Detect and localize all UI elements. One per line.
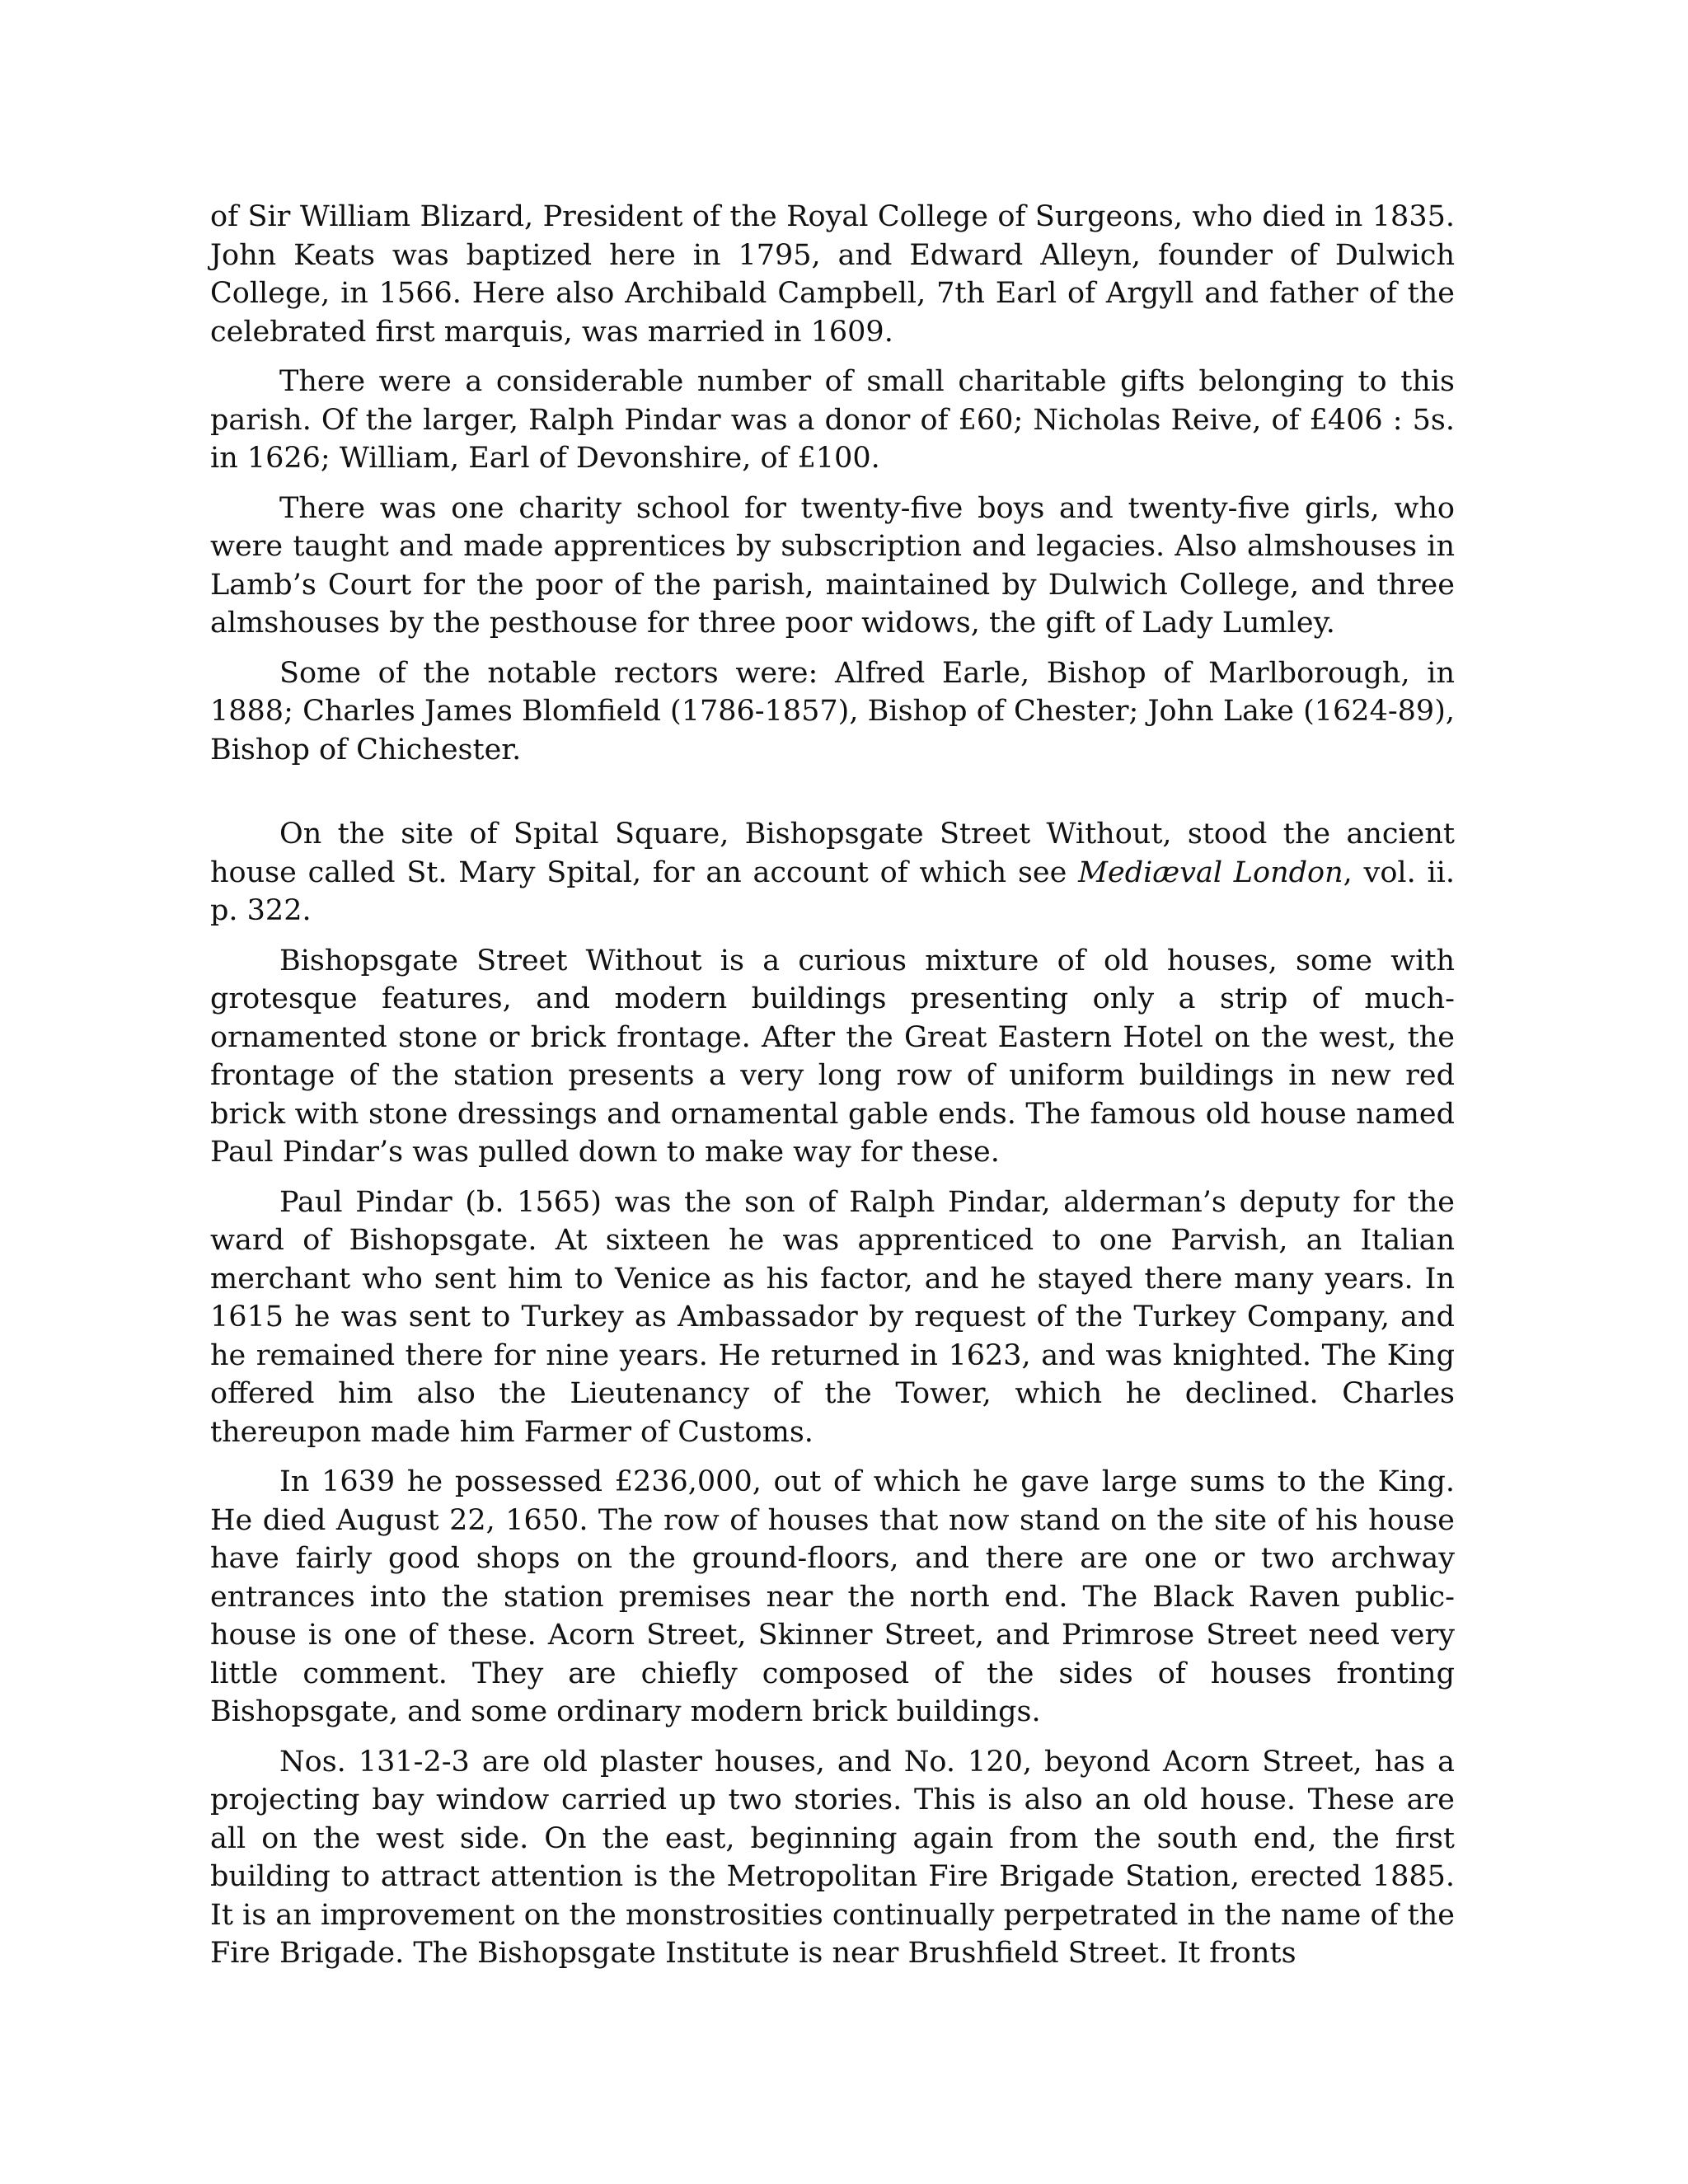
spital-text-before: On the site of Spital Square, Bishopsgate Street Without, stood the ancient house called St. Mary Spital, for an account of which see <box>210 818 1455 889</box>
paragraph-charitable-gifts: There were a considerable number of small charitable gifts belonging to this parish. Of the larger, Ralph Pindar was a donor of £60; Nicholas Reive, of £406 : 5s. in 1626; William, Earl of Devonshire, of £100. <box>210 365 1455 475</box>
document-page <box>210 198 1455 1985</box>
paragraph-charity-school: There was one charity school for twenty-five boys and twenty-five girls, who were taught and made apprentices by subscription and legacies. Also almshouses in Lamb’s Court for the poor of the parish, maintained by Dulwich College, and three almshouses by the pesthouse for three poor widows, the gift of Lady Lumley. <box>210 491 1455 640</box>
paragraph-old-houses: Nos. 131-2-3 are old plaster houses, and No. 120, beyond Acorn Street, has a projecting bay window carried up two stories. This is also an old house. These are all on the west side. On the east, beginning again from the south end, the first building to attract attention is the Metropolitan Fire Brigade Station, erected 1885. It is an improvement on the monstrosities continually perpetrated in the name of the Fire Brigade. The Bishopsgate Institute is near Brushfield Street. It fronts <box>210 1745 1455 1970</box>
paragraph-continuation: of Sir William Blizard, President of the Royal College of Surgeons, who died in 1835. John Keats was baptized here in 1795, and Edward Alleyn, founder of Dulwich College, in 1566. Here also Archibald Campbell, 7th Earl of Argyll and father of the celebrated first marquis, was married in 1609. <box>210 200 1455 349</box>
paragraph-pindar-wealth: In 1639 he possessed £236,000, out of which he gave large sums to the King. He died August 22, 1650. The row of houses that now stand on the site of his house have fairly good shops on the ground-floors, and there are one or two archway entrances into the station premises near the north end. The Black Raven public-house is one of these. Acorn Street, Skinner Street, and Primrose Street need very little comment. They are chiefly composed of the sides of houses fronting Bishopsgate, and some ordinary modern brick buildings. <box>210 1465 1455 1728</box>
book-title-mediaeval-london: Mediæval London <box>1078 855 1343 889</box>
paragraph-notable-rectors: Some of the notable rectors were: Alfred Earle, Bishop of Marlborough, in 1888; Charles James Blomfield (1786-1857), Bishop of Chester; John Lake (1624-89), Bishop of Chichester. <box>210 656 1455 766</box>
paragraph-paul-pindar: Paul Pindar (b. 1565) was the son of Ralph Pindar, alderman’s deputy for the ward of Bishopsgate. At sixteen he was apprenticed to one Parvish, an Italian merchant who sent him to Venice as his factor, and he stayed there many years. In 1615 he was sent to Turkey as Ambassador by request of the Turkey Company, and he remained there for nine years. He returned in 1623, and was knighted. The King offered him also the Lieutenancy of the Tower, which he declined. Charles thereupon made him Farmer of Customs. <box>210 1185 1455 1449</box>
spital-text-after: , vol. ii. p. 322. <box>210 855 1456 927</box>
paragraph-spital-square <box>210 815 1455 930</box>
paragraph-bishopsgate-street: Bishopsgate Street Without is a curious mixture of old houses, some with grotesque features, and modern buildings presenting only a strip of much-ornamented stone or brick frontage. After the Great Eastern Hotel on the west, the frontage of the station presents a very long row of uniform buildings in new red brick with stone dressings and ornamental gable ends. The famous old house named Paul Pindar’s was pulled down to make way for these. <box>210 944 1455 1169</box>
